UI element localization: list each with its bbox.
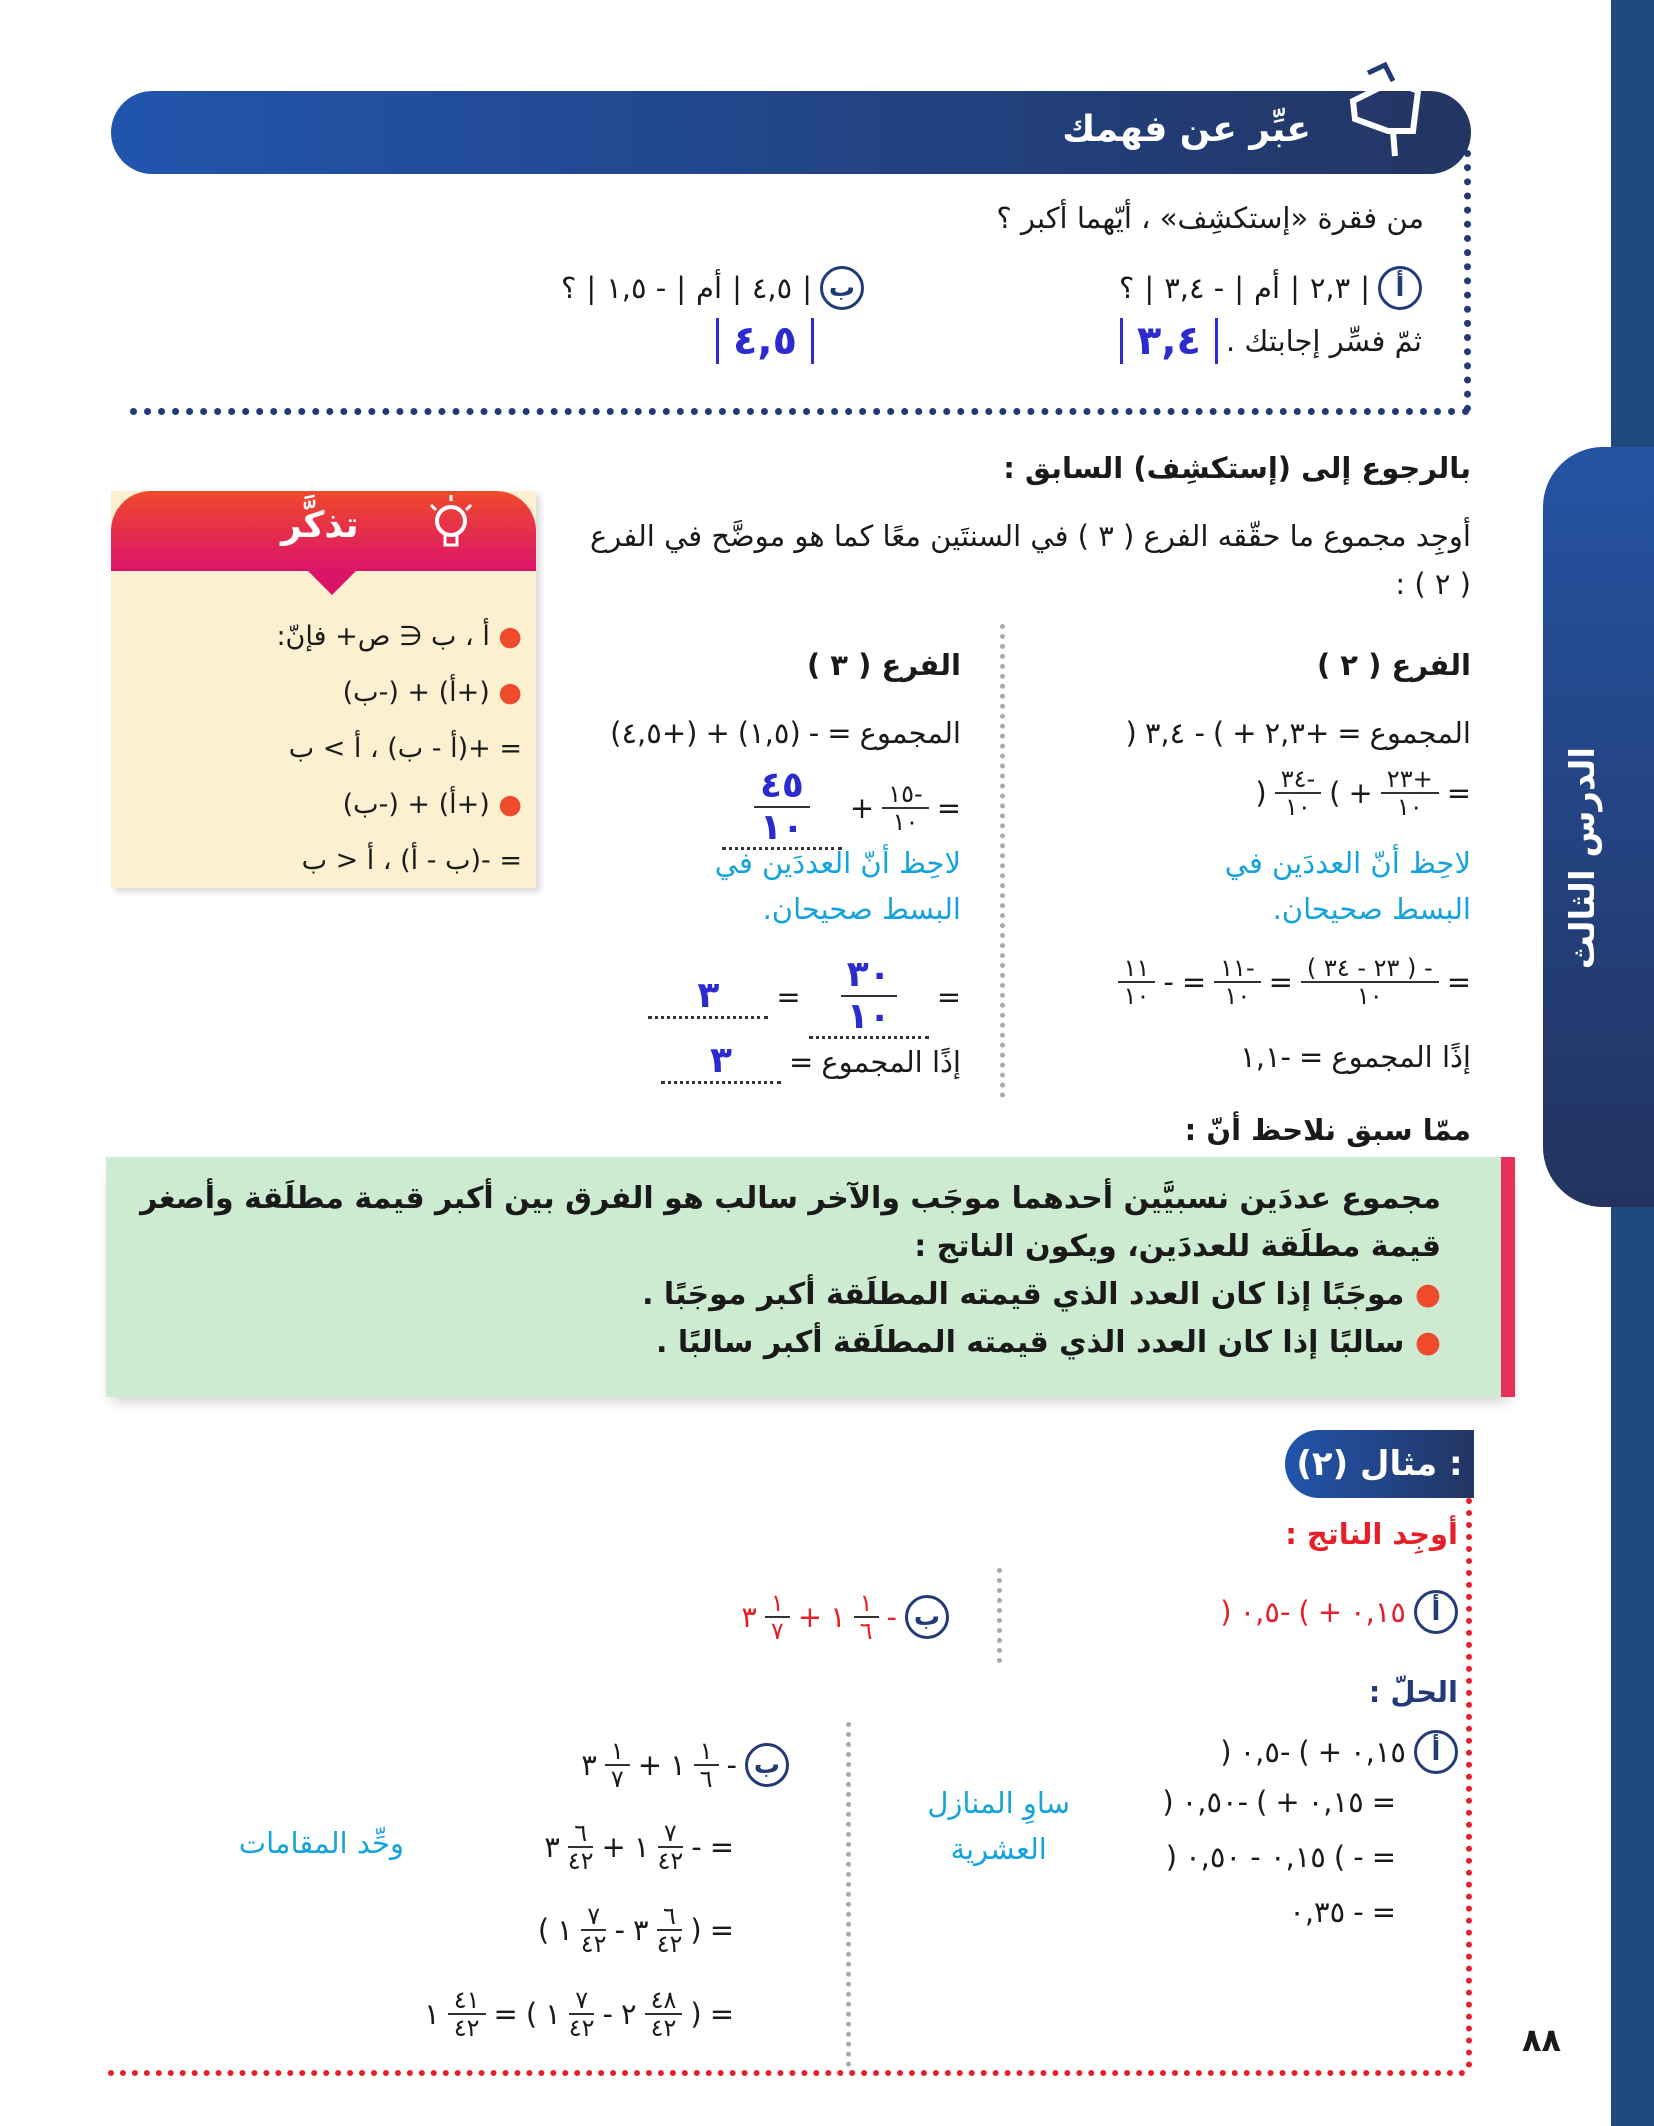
math-token: ؟ <box>1119 271 1135 305</box>
numerator: ٣٠ <box>841 955 897 997</box>
sol-a-line-2 <box>1162 1785 1396 1819</box>
branch2-title: الفرع ( ٢ ) <box>1316 648 1471 682</box>
math-token: = <box>1268 965 1293 1000</box>
math-token: ) <box>1220 1735 1232 1769</box>
denominator: ٦ <box>699 1765 713 1794</box>
denominator: ٤٢ <box>656 1930 683 1959</box>
branch2-line-1 <box>1126 716 1471 750</box>
handwritten-answer: ٣ <box>697 975 720 1017</box>
numerator: ٧ <box>569 1987 594 2015</box>
math-token: ٠,٣٥ <box>1289 1895 1346 1929</box>
math-token: ( <box>1329 776 1341 811</box>
answer-a-handwritten: ٣,٤ <box>1120 318 1218 364</box>
math-token: - <box>808 716 820 750</box>
answer-b-handwritten: ٤,٥ <box>716 318 814 364</box>
math-token: (٤,٥+) <box>610 716 698 750</box>
math-token: + <box>849 791 875 826</box>
numerator: ١ <box>605 1738 630 1766</box>
math-token: ) <box>1255 776 1267 811</box>
math-token: = <box>1299 1040 1324 1074</box>
bullet-text: موجَبًا إذا كان العدد الذي قيمته المطلَقة أكبر موجَبًا . <box>642 1277 1405 1312</box>
math-token: - <box>1353 1840 1364 1874</box>
problem-b <box>741 1590 949 1645</box>
denominator: ٤٢ <box>657 1847 684 1876</box>
math-token: = <box>709 1830 734 1865</box>
math-token: ١ <box>424 1997 440 2032</box>
remember-text: (+أ) + (-ب) <box>342 789 490 820</box>
fraction <box>1381 766 1439 821</box>
math-token: المجموع <box>1369 716 1471 750</box>
note-line: ساوِ المنازل <box>927 1786 1070 1820</box>
sol-b-line-3 <box>538 1903 734 1958</box>
fraction <box>569 1987 595 2042</box>
math-token: = <box>1181 965 1207 1000</box>
numerator: ٣٤- <box>1275 766 1321 794</box>
math-token: ٠,١٥ <box>1350 1735 1406 1769</box>
math-token: = <box>1446 776 1471 811</box>
math-token: ١,٥ - <box>606 271 667 305</box>
math-token: = <box>493 1997 518 2032</box>
task-label: أوجِد الناتج : <box>1285 1517 1458 1551</box>
numerator: ٤٥ <box>754 766 810 808</box>
math-token: = <box>709 1913 734 1948</box>
remember-lines <box>117 609 522 889</box>
express-title: عبِّر عن فهمك <box>1062 109 1311 150</box>
math-token: ( <box>525 1997 538 2032</box>
denominator: ١٠ <box>1396 793 1423 822</box>
express-answer-b-row <box>716 318 814 364</box>
bullet-icon: ● <box>1404 1277 1441 1312</box>
remember-text: = -(ب - أ) ، أ < ب <box>301 845 522 876</box>
math-token: ٤,٥ <box>751 271 793 305</box>
example-label: مثال (٢) : <box>1285 1430 1474 1498</box>
label-b-icon: ب <box>820 266 864 310</box>
math-token: ٠,٥- <box>1239 1735 1291 1769</box>
express-banner <box>111 91 1471 174</box>
numerator: ٦ <box>657 1903 682 1931</box>
math-token: ٠,١٥ - ٠,٥٠ <box>1185 1840 1326 1874</box>
rule-bullet-negative <box>120 1319 1441 1367</box>
math-token: - <box>1163 965 1174 1000</box>
note-line: العشرية <box>950 1832 1047 1867</box>
math-token: - <box>1353 1895 1364 1929</box>
math-token: ٣,٤ - <box>1164 271 1225 305</box>
remember-line <box>117 833 522 889</box>
math-token: | <box>1234 271 1245 305</box>
numerator: ١ <box>765 1590 790 1618</box>
math-token: ٣ <box>581 1748 597 1783</box>
denominator: ١٠ <box>759 806 804 848</box>
math-token: = <box>1371 1895 1396 1929</box>
math-token: ) <box>690 1913 702 1948</box>
math-token: ( <box>1298 1735 1310 1769</box>
math-token: | <box>1290 271 1300 305</box>
math-token: + <box>601 1830 626 1865</box>
fraction <box>605 1738 630 1793</box>
fraction <box>1275 766 1321 821</box>
math-token: = <box>1337 716 1362 750</box>
explain-text: ثمّ فسِّر إجابتك . <box>1225 324 1422 358</box>
math-token: أم <box>1254 271 1281 305</box>
label-b-icon: ب <box>745 1743 789 1787</box>
fraction <box>448 1987 486 2042</box>
math-token: ١ <box>557 1913 573 1948</box>
numerator: ١١ <box>1118 955 1156 983</box>
sol-b-note: وحِّد المقامات <box>238 1826 404 1860</box>
sol-b-line-1 <box>581 1738 789 1793</box>
fraction <box>657 1903 683 1958</box>
denominator: ١٠ <box>1285 793 1311 822</box>
fraction <box>568 1820 594 1875</box>
rule-text: مجموع عددَين نسبيَّين أحدهما موجَب والآخر سالب هو الفرق بين أكبر قيمة مطلَقة وأصغر قيمة مطلَقة للعددَين، ويكون الناتج : <box>140 1181 1441 1264</box>
solution-label: الحلّ : <box>1368 1675 1458 1709</box>
note-line: البسط صحيحان. <box>762 892 961 927</box>
denominator: ٤٢ <box>650 2014 677 2043</box>
math-token: + <box>705 716 730 750</box>
branch3-title: الفرع ( ٣ ) <box>806 648 961 682</box>
express-border <box>1464 150 1471 412</box>
referring-instruction: أوجِد مجموع ما حقّقه الفرع ( ٣ ) في السنتَين معًا كما هو موضَّح في الفرع ( ٢ ) : <box>590 519 1471 601</box>
remember-pointer <box>306 569 358 595</box>
math-token: ) <box>1162 1785 1174 1819</box>
fraction <box>1301 955 1439 1010</box>
branch2-note <box>1225 840 1471 933</box>
math-token: ١ <box>830 1600 846 1635</box>
math-token: = <box>776 980 801 1015</box>
megaphone-icon <box>1333 61 1433 161</box>
sol-a-line-1 <box>1220 1730 1458 1774</box>
denominator: ١٠ <box>1123 982 1150 1011</box>
math-token: ٢,٣+ <box>1264 716 1330 750</box>
denominator: ١٠ <box>1356 982 1383 1011</box>
denominator: ٧ <box>610 1765 624 1794</box>
remember-text: أ ، ب ∈ ص+ فإنّ: <box>276 621 490 652</box>
numerator: ٧ <box>581 1903 606 1931</box>
fraction <box>581 1903 607 1958</box>
math-token: ٠,١٥ <box>1307 1785 1364 1819</box>
remember-header <box>111 491 536 571</box>
problem-a <box>1220 1590 1458 1634</box>
denominator: ٤٢ <box>580 1930 607 1959</box>
math-token: = <box>1446 965 1471 1000</box>
math-token: | <box>1144 271 1155 305</box>
remember-line <box>117 721 522 777</box>
page-number: ٨٨ <box>1522 2021 1562 2059</box>
math-token: + <box>1317 1735 1343 1769</box>
conclusion-heading: ممّا سبق نلاحظ أنّ : <box>1184 1113 1471 1147</box>
denominator: ٤٢ <box>453 2014 480 2043</box>
express-part-b <box>364 266 864 310</box>
fraction <box>854 1590 879 1645</box>
math-token: | <box>676 271 687 305</box>
branch3-line-1 <box>610 716 961 750</box>
rule-box <box>106 1157 1515 1397</box>
numerator: ١ <box>854 1590 879 1618</box>
math-token: ٢ <box>621 1997 637 2032</box>
math-token: = <box>1371 1840 1396 1874</box>
express-border-bottom <box>130 408 1470 415</box>
denominator: ١٠ <box>846 995 891 1037</box>
math-token: = <box>1371 1785 1396 1819</box>
math-token: ١ <box>545 1997 561 2032</box>
numerator: ١ <box>694 1738 719 1766</box>
fraction <box>1118 955 1156 1010</box>
math-token: = <box>827 716 852 750</box>
remember-text: = +(أ - ب) ، أ > ب <box>288 733 522 764</box>
math-token: ٠,١٥ <box>1350 1595 1406 1629</box>
math-token: + <box>1317 1595 1343 1629</box>
label-a-icon: أ <box>1414 1590 1458 1634</box>
math-token: = <box>936 980 961 1015</box>
note-line: لاحِظ أنّ العددَين في <box>714 846 961 880</box>
math-token: | <box>732 271 742 305</box>
label-a-icon: أ <box>1414 1730 1458 1774</box>
numerator: ٤٨ <box>645 1987 683 2015</box>
note-line: لاحِظ أنّ العددَين في <box>1224 846 1471 880</box>
math-token: - <box>726 1748 737 1783</box>
math-token: + <box>1275 1785 1300 1819</box>
math-token: ؟ <box>561 271 577 305</box>
express-part-a <box>822 266 1422 310</box>
lesson-side-tab <box>1543 447 1654 1207</box>
math-token: ١,١- <box>1240 1040 1291 1074</box>
math-token: = <box>789 1045 814 1079</box>
math-token: + <box>637 1748 663 1783</box>
branch3-line-3 <box>648 955 961 1039</box>
fraction <box>694 1738 719 1793</box>
math-token: ٠,٥- <box>1239 1595 1291 1629</box>
math-token: ٣ <box>544 1830 560 1865</box>
numerator: ٦ <box>568 1820 593 1848</box>
math-token: - <box>602 1997 613 2032</box>
remember-line <box>117 777 522 833</box>
math-token: إذًا المجموع <box>821 1045 961 1079</box>
example-border-bottom <box>108 2070 1466 2076</box>
express-prompt: من فقرة «إستكشِف» ، أيّهما أكبر ؟ <box>996 201 1424 235</box>
math-token: ( <box>1256 1785 1268 1819</box>
math-token: ( <box>1298 1595 1310 1629</box>
math-token: ( <box>1333 1840 1346 1874</box>
sol-a-line-3 <box>1166 1840 1396 1874</box>
bullet-text: سالبًا إذا كان العدد الذي قيمته المطلَقة أكبر سالبًا . <box>656 1325 1405 1360</box>
sol-b-line-2 <box>544 1820 734 1875</box>
label-a-icon: أ <box>1378 266 1422 310</box>
sol-b-line-4 <box>424 1987 734 2042</box>
solution-divider <box>846 1722 851 2067</box>
math-token: (١,٥) <box>737 716 801 750</box>
math-token: | <box>1360 271 1370 305</box>
math-token: | <box>802 271 812 305</box>
math-token: ١ <box>633 1830 650 1865</box>
math-token: + <box>1348 776 1373 811</box>
denominator: ١٠ <box>892 808 919 837</box>
remember-title: تذكَّر <box>281 505 359 546</box>
fraction <box>882 781 928 836</box>
answer-blank <box>661 1040 781 1084</box>
numerator: ٤١ <box>448 1987 486 2015</box>
answer-blank <box>648 975 768 1019</box>
remember-box <box>111 491 536 888</box>
math-token: ( <box>537 1913 550 1948</box>
lesson-label: الدرس الثالث <box>1563 747 1603 970</box>
handwritten-answer: ٣ <box>710 1040 732 1081</box>
math-token: المجموع <box>859 716 961 750</box>
bullet-icon: ● <box>489 621 522 652</box>
math-token: ٣ <box>741 1600 757 1635</box>
math-token: - <box>691 1830 702 1865</box>
branch2-line-3 <box>1118 955 1471 1010</box>
denominator: ٤٢ <box>568 2014 595 2043</box>
math-token: ( <box>1212 716 1225 750</box>
branch3-line-4 <box>661 1040 961 1084</box>
math-token: ) <box>1220 1595 1232 1629</box>
bullet-icon: ● <box>1404 1325 1441 1360</box>
math-token: ٢,٣ <box>1309 271 1351 305</box>
express-explain-row <box>822 318 1422 364</box>
math-token: أم <box>696 271 723 305</box>
rule-bullet-positive <box>120 1271 1441 1319</box>
numerator: ٢٣+ <box>1381 766 1439 794</box>
note-line: البسط صحيحان. <box>1272 892 1471 927</box>
fraction <box>645 1987 683 2042</box>
fraction <box>657 1820 683 1875</box>
branch2-line-2 <box>1255 766 1471 821</box>
fraction <box>1214 955 1260 1010</box>
denominator: ٤٢ <box>567 1847 594 1876</box>
bullet-icon: ● <box>489 789 522 820</box>
math-token: + <box>1232 716 1257 750</box>
math-token: ١ <box>670 1748 686 1783</box>
math-token: ) <box>690 1997 702 2032</box>
column-divider <box>1000 624 1005 1098</box>
numerator: ١١- <box>1214 955 1260 983</box>
remember-line <box>117 665 522 721</box>
numerator: ١٥- <box>882 781 928 809</box>
branch2-line-4 <box>1240 1040 1471 1074</box>
lightbulb-icon <box>421 491 481 561</box>
math-token: + <box>797 1600 823 1635</box>
math-token: إذًا المجموع <box>1331 1040 1471 1074</box>
answer-blank <box>809 955 929 1039</box>
sol-a-note <box>927 1780 1070 1873</box>
label-b-icon: ب <box>905 1595 949 1639</box>
example-border <box>1466 1498 1472 2068</box>
math-token: | <box>586 271 597 305</box>
sol-a-line-4 <box>1289 1895 1396 1929</box>
handwritten-fraction <box>841 955 897 1036</box>
numerator: ٧ <box>658 1820 683 1848</box>
answer-blank <box>722 766 842 850</box>
math-token: = <box>709 1997 734 2032</box>
math-token: ٠,٥٠- <box>1181 1785 1249 1819</box>
fraction <box>765 1590 790 1645</box>
handwritten-fraction <box>754 766 810 847</box>
math-token: ٣ <box>633 1913 649 1948</box>
math-token: = <box>936 791 961 826</box>
remember-line <box>117 609 522 665</box>
denominator: ٧ <box>770 1617 784 1646</box>
problem-divider <box>997 1568 1002 1663</box>
branch3-note <box>715 840 961 933</box>
referring-heading: بالرجوع إلى (إستكشِف) السابق : <box>1003 451 1471 485</box>
math-token: - <box>886 1600 897 1635</box>
remember-text: (+أ) + (-ب) <box>342 677 490 708</box>
numerator: ( ٢٣ - ٣٤ ) - <box>1301 955 1439 983</box>
math-token: ) <box>1165 1840 1178 1874</box>
math-token: ) <box>1125 716 1137 750</box>
bullet-icon: ● <box>489 677 522 708</box>
denominator: ٦ <box>859 1617 873 1646</box>
math-token: - <box>614 1913 625 1948</box>
branch3-line-2 <box>722 766 961 850</box>
denominator: ١٠ <box>1224 982 1251 1011</box>
math-token: ٣,٤ - <box>1144 716 1205 750</box>
